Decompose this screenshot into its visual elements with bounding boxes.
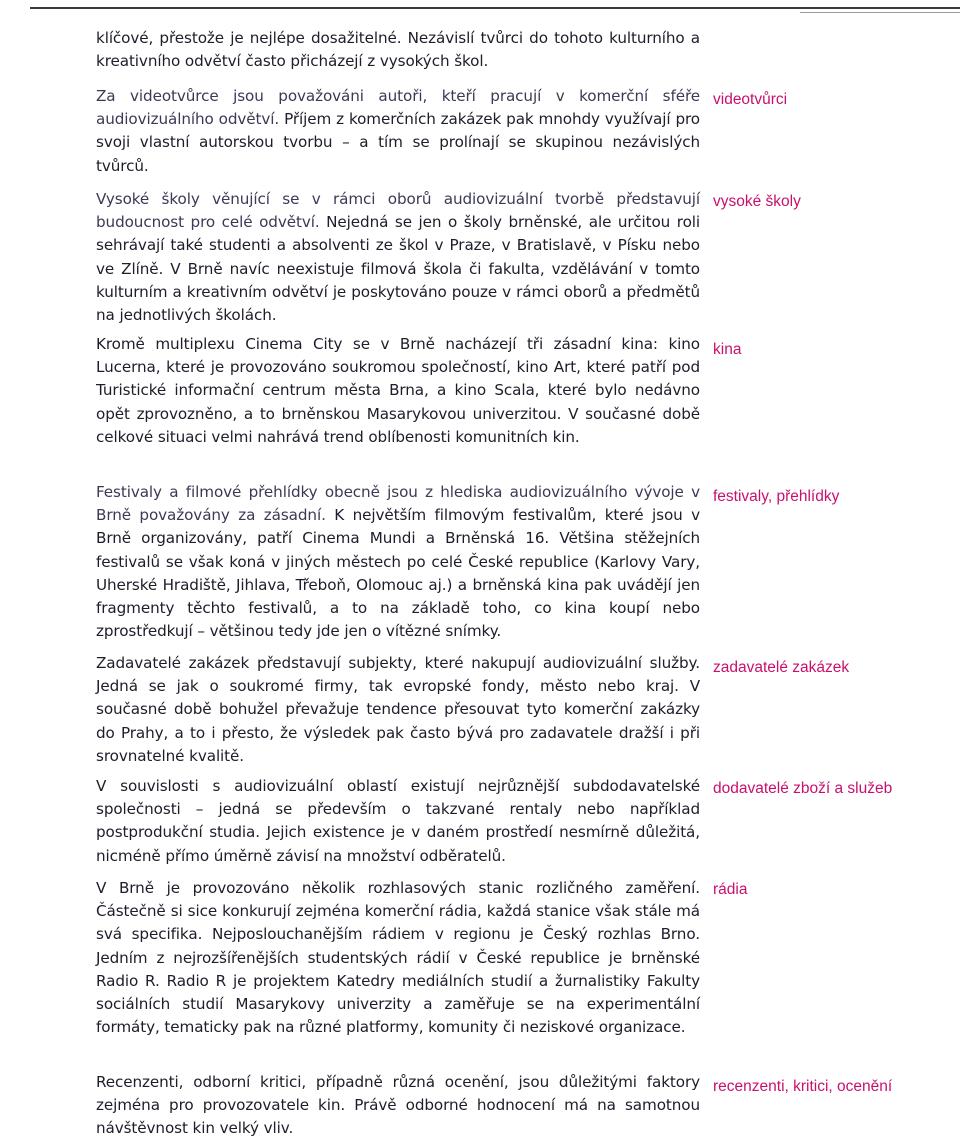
paragraph-dodavatele (96, 775, 700, 868)
margin-note-zadavatele: zadavatelé zakázek (713, 659, 850, 676)
margin-note-vysoke-skoly: vysoké školy (713, 193, 801, 210)
paragraph-intro (96, 27, 700, 73)
paragraph-text: V Brně je provozováno několik rozhlasových stanic rozličného zaměření. Částečně si sice konkurují zejména komerční rádia, každá stanice však stále má svá specifika. Nejposlouchanějším rádiem v regionu je Český rozhlas Brno. Jedním z nejrozšířenějších studentských rádií v České republice je brněnské Radio R. Radio R je projektem Katedry mediálních studií a žurnalistiky Fakulty sociálních studií Masarykovy univerzity a zaměřuje se na experimentální formáty, tematicky pak na různé platformy, komunity či neziskové organizace. (96, 879, 700, 1037)
paragraph-text: Recenzenti, odborní kritici, případně různá ocenění, jsou důležitými faktory zejména pro provozovatele kin. Právě odborné hodnocení má na samotnou návštěvnost kin velký vliv. (96, 1073, 700, 1138)
margin-note-radia: rádia (713, 881, 748, 898)
paragraph-text: K největším filmovým festivalům, které jsou v Brně organizovány, patří Cinema Mundi a Brněnská 16. Většina stěžejních festivalů se však koná v jiných městech po celé České republice (Karlovy Vary, Uherské Hradiště, Jihlava, Třeboň, Olomouc aj.) a brněnská kina pak uvádějí jen fragmenty těchto festivalů, a to na základě toho, co kina koupí nebo zprostředkují – většinou tedy jde jen o vítězné snímky. (96, 506, 700, 641)
paragraph-lead: Festivaly a filmové přehlídky obecně jsou z hlediska audiovizuálního vývoje v Brně považovány za zásadní. (96, 483, 700, 525)
margin-note-recenzenti: recenzenti, kritici, ocenění (713, 1078, 893, 1095)
paragraph-text: V souvislosti s audiovizuální oblastí existují nejrůznější subdodavatelské společnosti – jedná se především o takzvané rentaly nebo například postprodukční studia. Jejich existence je v daném prostředí nesmírně důležitá, nicméně přímo úměrně závisí na množství odběratelů. (96, 777, 700, 865)
paragraph-festivaly (96, 481, 700, 643)
paragraph-text: Příjem z komerčních zakázek pak mnohdy využívají pro svoji vlastní autorskou tvorbu – a tím se prolínají se skupinou nezávislých tvůrců. (96, 110, 700, 175)
paragraph-videotvurci (96, 85, 700, 178)
paragraph-text: klíčové, přestože je nejlépe dosažitelné. Nezávislí tvůrci do tohoto kulturního a kreativního odvětví často přicházejí z vysokých škol. (96, 29, 700, 71)
paragraph-lead: Za videotvůrce jsou považováni autoři, kteří pracují v komerční sféře audiovizuálního odvětví. (96, 87, 700, 129)
header-rule (30, 7, 960, 9)
paragraph-recenzenti (96, 1071, 700, 1141)
paragraph-radia (96, 877, 700, 1039)
paragraph-lead: Vysoké školy věnující se v rámci oborů audiovizuální tvorbě představují budoucnost pro celé odvětví. (96, 190, 700, 232)
paragraph-text: Kromě multiplexu Cinema City se v Brně nacházejí tři zásadní kina: kino Lucerna, které je provozováno soukromou společností, kino Art, které patří pod Turistické informační centrum města Brna, a kino Scala, které bylo nedávno opět zprovozněno, a to brněnskou Masarykovou univerzitou. V současné době celkové situaci velmi nahrává trend oblíbenosti komunitních kin. (96, 335, 700, 446)
paragraph-text: Nejedná se jen o školy brněnské, ale určitou roli sehrávají také studenti a absolventi ze škol v Praze, v Bratislavě, v Písku nebo ve Zlíně. V Brně navíc neexistuje filmová škola či fakulta, vzdělávání v tomto kulturním a kreativním odvětví je poskytováno pouze v rámci oborů a předmětů na jednotlivých školách. (96, 213, 700, 325)
paragraph-text: Zadavatelé zakázek představují subjekty, které nakupují audiovizuální služby. Jedná se jak o soukromé firmy, tak evropské fondy, město nebo kraj. V současné době bohužel převažuje tendence přesouvat tyto komerční zakázky do Prahy, a to i přesto, že výsledek pak často bývá pro zadavatele dražší i při srovnatelné kvalitě. (96, 654, 700, 765)
paragraph-vysoke-skoly (96, 188, 700, 327)
margin-note-festivaly: festivaly, přehlídky (713, 488, 840, 505)
header-rule-secondary (800, 12, 960, 13)
margin-note-videotvurci: videotvůrci (713, 91, 788, 108)
margin-note-dodavatele: dodavatelé zboží a služeb (713, 780, 893, 797)
margin-note-kina: kina (713, 341, 742, 358)
paragraph-zadavatele (96, 652, 700, 768)
paragraph-kina (96, 333, 700, 449)
